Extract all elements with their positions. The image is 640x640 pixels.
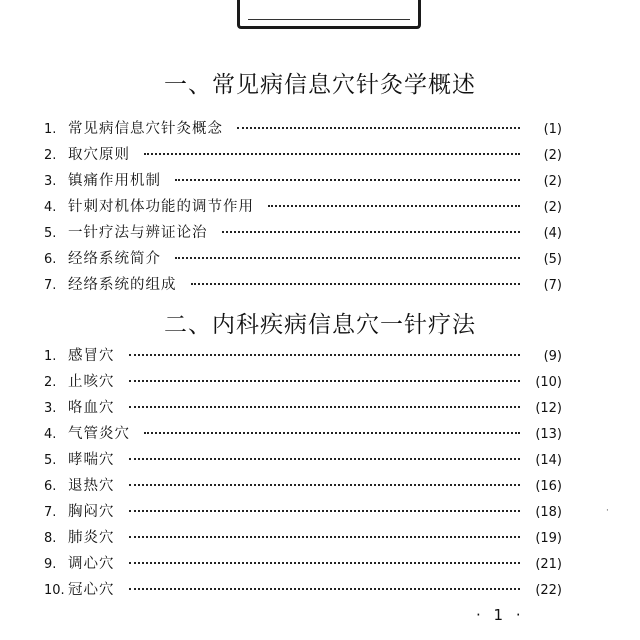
entry-title: 一针疗法与辨证论治 [68,225,208,241]
dot-leader [222,231,521,233]
toc-section-2 [44,344,562,604]
toc-entry [44,169,562,195]
dot-leader [129,562,521,564]
entry-title: 经络系统简介 [68,251,161,267]
dot-leader [175,257,520,259]
page-number: · 1 · [476,606,525,624]
toc-entry [44,526,562,552]
entry-title: 取穴原则 [68,147,130,163]
entry-page: (12) [535,401,562,416]
entry-title: 感冒穴 [68,348,115,364]
entry-title: 气管炎穴 [68,426,130,442]
dot-leader [129,458,521,460]
toc-entry [44,195,562,221]
entry-page: (2) [543,174,562,189]
entry-number: 5. [44,226,57,241]
toc-entry [44,247,562,273]
dot-leader [191,283,521,285]
toc-entry [44,117,562,143]
entry-number: 3. [44,174,57,189]
entry-number: 5. [44,453,57,468]
dot-leader [175,179,520,181]
entry-page: (4) [543,226,562,241]
dot-leader [237,127,520,129]
dot-leader [129,380,521,382]
entry-number: 2. [44,375,57,390]
page-header-frame-inner [248,19,410,20]
entry-page: (22) [535,583,562,598]
toc-entry [44,422,562,448]
entry-number: 7. [44,278,57,293]
dot-leader [129,484,521,486]
toc-entry [44,474,562,500]
toc-entry [44,396,562,422]
entry-title: 调心穴 [68,556,115,572]
entry-title: 退热穴 [68,478,115,494]
dot-leader [144,153,520,155]
section-heading-2: 二、内科疾病信息穴一针疗法 [164,312,476,338]
dot-leader [144,432,520,434]
entry-number: 9. [44,557,57,572]
toc-entry [44,143,562,169]
entry-page: (1) [543,122,562,137]
toc-entry [44,221,562,247]
entry-page: (13) [535,427,562,442]
entry-title: 肺炎穴 [68,530,115,546]
entry-title: 针刺对机体功能的调节作用 [68,199,254,215]
dot-leader [129,354,521,356]
entry-number: 4. [44,200,57,215]
entry-page: (14) [535,453,562,468]
entry-title: 止咳穴 [68,374,115,390]
entry-page: (21) [535,557,562,572]
entry-page: (2) [543,148,562,163]
entry-page: (18) [535,505,562,520]
entry-number: 1. [44,122,57,137]
dot-leader [129,406,521,408]
entry-number: 1. [44,349,57,364]
page-header-frame [237,0,421,29]
entry-title: 常见病信息穴针灸概念 [68,121,223,137]
toc-entry [44,552,562,578]
entry-title: 经络系统的组成 [68,277,177,293]
toc-entry [44,500,562,526]
entry-number: 4. [44,427,57,442]
entry-title: 咯血穴 [68,400,115,416]
entry-page: (10) [535,375,562,390]
entry-title: 胸闷穴 [68,504,115,520]
dot-leader [129,588,521,590]
section-heading-1: 一、常见病信息穴针灸学概述 [164,72,476,98]
entry-number: 3. [44,401,57,416]
toc-section-1 [44,117,562,299]
toc-entry [44,370,562,396]
toc-entry [44,578,562,604]
scan-speck: · [606,506,609,516]
dot-leader [129,536,521,538]
entry-number: 2. [44,148,57,163]
dot-leader [268,205,520,207]
toc-entry [44,344,562,370]
entry-number: 10. [44,583,65,598]
entry-page: (16) [535,479,562,494]
toc-entry [44,448,562,474]
entry-number: 8. [44,531,57,546]
entry-page: (5) [543,252,562,267]
entry-page: (7) [543,278,562,293]
entry-title: 哮喘穴 [68,452,115,468]
entry-page: (19) [535,531,562,546]
entry-number: 7. [44,505,57,520]
entry-title: 镇痛作用机制 [68,173,161,189]
entry-number: 6. [44,479,57,494]
entry-page: (9) [543,349,562,364]
toc-entry [44,273,562,299]
entry-title: 冠心穴 [68,582,115,598]
entry-number: 6. [44,252,57,267]
dot-leader [129,510,521,512]
entry-page: (2) [543,200,562,215]
